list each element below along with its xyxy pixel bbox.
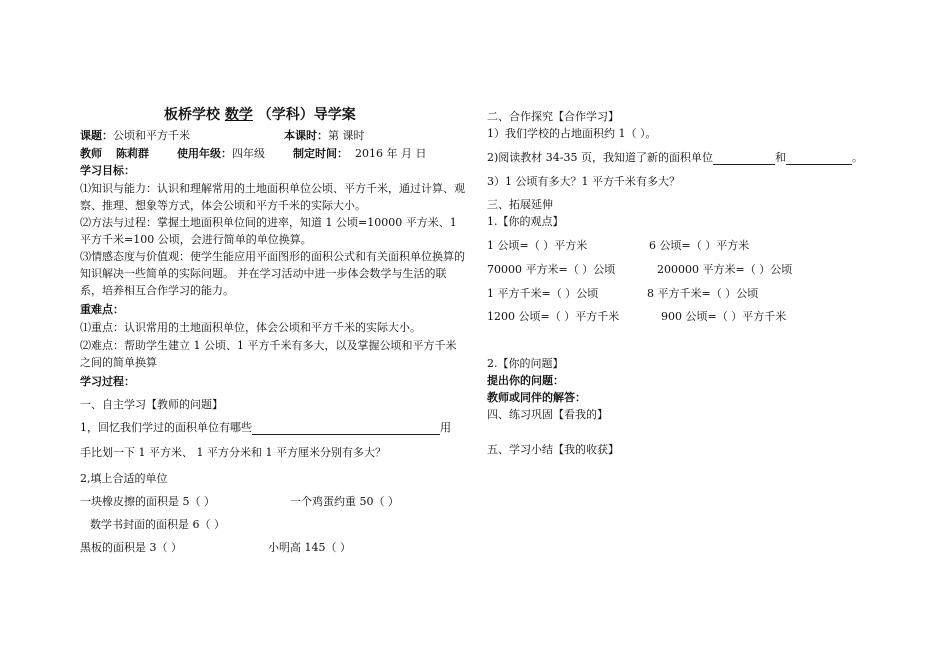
- fill-row-2a: 数学书封面的面积是 6（ ）: [90, 518, 225, 531]
- conversion-4b: 900 公顷=（ ）平方千米: [661, 310, 787, 323]
- grade-label: 使用年级：: [177, 147, 232, 160]
- conversion-4a: 1200 公顷=（ ）平方千米: [487, 310, 620, 323]
- conversion-1b: 6 公顷=（ ）平方米: [649, 239, 750, 252]
- subject-name: 数学: [224, 107, 253, 123]
- date-row: [293, 147, 426, 161]
- section-summary: 五、学习小结【我的收获】: [487, 443, 619, 456]
- teacher-row: [80, 147, 149, 161]
- period-row: [284, 129, 365, 143]
- grade-row: [177, 147, 265, 161]
- section-cooperation: 二、合作探究【合作学习】: [487, 110, 619, 123]
- fill-row-3a: 黑板的面积是 3（ ）: [80, 541, 182, 554]
- topic-row: [80, 129, 190, 143]
- subject-suffix: （学科）导学案: [257, 107, 356, 123]
- fill-row-3b: 小明高 145（ ）: [268, 541, 351, 554]
- goal-item-3: ⑶情感态度与价值观：使学生能应用平面图形的面积公式和有关面积单位换算的知识解决一些简单的实际问题。 并在学习活动中进一步体会数学与生活的联系，培养相互合作学习的能力。: [80, 250, 465, 297]
- conversion-3a: 1 平方千米=（ ）公顷: [487, 287, 599, 300]
- goal-item-2: ⑵方法与过程：掌握土地面积单位间的进率，知道 1 公顷=10000 平方米、1 平方千米=100 公顷，会进行简单的单位换算。: [80, 216, 457, 246]
- question-1-line-2: 手比划一下 1 平方米、 1 平方分米和 1 平方厘米分别有多大？: [80, 446, 386, 459]
- question-2: 2,填上合适的单位: [80, 472, 168, 485]
- answer-blank[interactable]: [252, 423, 440, 435]
- goals-heading: 学习目标：: [80, 164, 135, 177]
- section-self-study: 一、自主学习【教师的问题】: [80, 398, 223, 411]
- process-heading: 学习过程：: [80, 375, 135, 388]
- key-points-heading: 重难点：: [80, 303, 124, 316]
- period-label: 本课时：: [284, 129, 328, 142]
- teacher-name: 陈莉群: [116, 147, 149, 160]
- key-point-2: ⑵难点：帮助学生建立 1 公顷、1 平方千米有多大，以及掌握公顷和平方千米之间的简单换算: [80, 339, 457, 369]
- period-value: 第 课时: [328, 129, 365, 142]
- topic-value: 公顷和平方千米: [113, 129, 190, 142]
- answer-blank[interactable]: [713, 153, 775, 165]
- key-point-1: ⑴重点：认识常用的土地面积单位，体会公顷和平方千米的实际大小。: [80, 321, 421, 334]
- date-label: 制定时间：: [293, 147, 348, 160]
- question-heading: 2.【你的问题】: [487, 357, 564, 370]
- right-question-2: 2)阅读教材 34-35 页，我知道了新的面积单位 和 。: [487, 151, 863, 164]
- date-value: 2016 年 月 日: [355, 147, 427, 160]
- grade-value: 四年级: [232, 147, 265, 160]
- goal-item-1: ⑴知识与能力：认识和理解常用的土地面积单位公顷、平方千米，通过计算、观察、推理、想象等方式，体会公顷和平方千米的实际大小。: [80, 182, 465, 212]
- school-name: 板桥学校: [164, 107, 220, 123]
- answer-blank[interactable]: [786, 153, 852, 165]
- conversion-1a: 1 公顷=（ ）平方米: [487, 239, 588, 252]
- answer-label: 教师或同伴的解答：: [487, 391, 586, 404]
- page-title: [164, 108, 356, 122]
- fill-row-1b: 一个鸡蛋约重 50（ ）: [290, 495, 399, 508]
- right-question-3: 3）1 公顷有多大？1 平方千米有多大？: [487, 175, 680, 188]
- topic-label: 课题：: [80, 129, 113, 142]
- conversion-3b: 8 平方千米=（ ）公顷: [647, 287, 759, 300]
- right-question-1: 1）我们学校的占地面积约 1（ ）。: [487, 127, 657, 140]
- conversion-2b: 200000 平方米=（ ）公顷: [657, 263, 793, 276]
- section-extension: 三、拓展延伸: [487, 198, 553, 211]
- view-heading: 1.【你的观点】: [487, 215, 564, 228]
- conversion-2a: 70000 平方米=（ ）公顷: [487, 263, 616, 276]
- fill-row-1a: 一块橡皮擦的面积是 5（ ）: [80, 495, 215, 508]
- teacher-label: 教师: [80, 147, 102, 160]
- question-1: 1，回忆我们学过的面积单位有哪些 用: [80, 421, 451, 434]
- section-practice: 四、练习巩固【看我的】: [487, 408, 608, 421]
- raise-question-label: 提出你的问题：: [487, 374, 564, 387]
